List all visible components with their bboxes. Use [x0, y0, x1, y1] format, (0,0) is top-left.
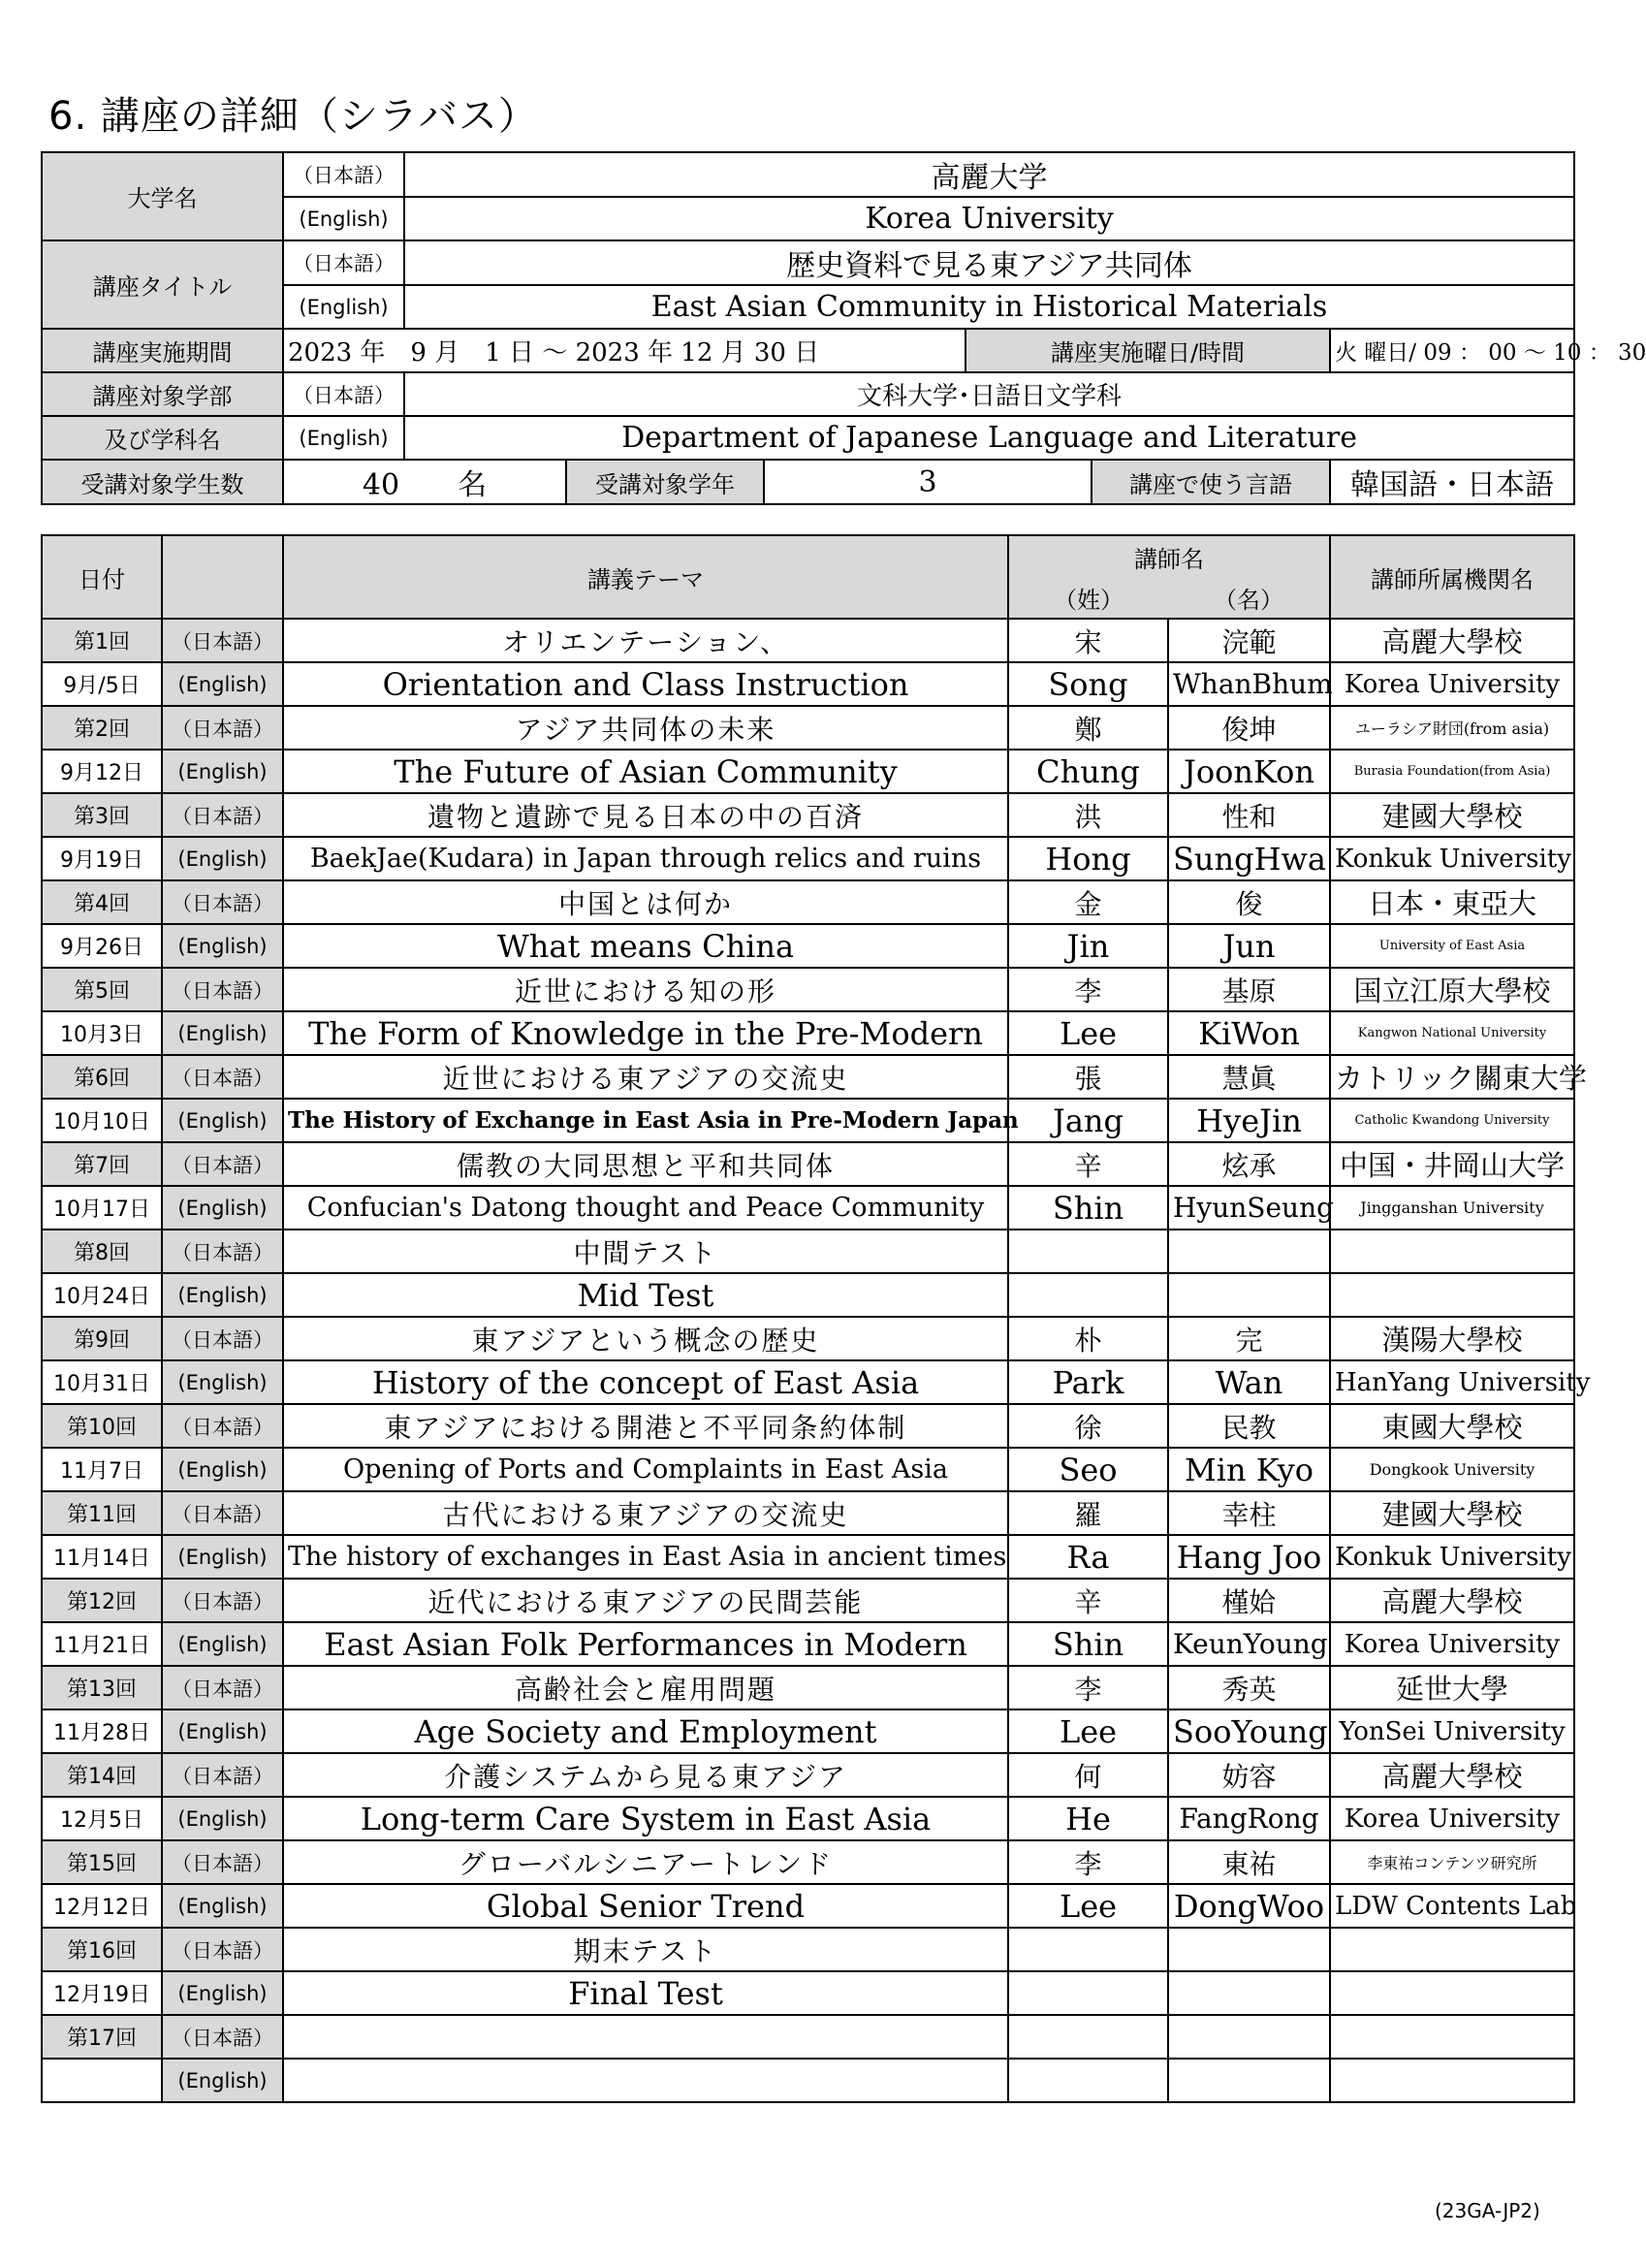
affiliation-en: Kangwon National University	[1330, 1011, 1574, 1055]
session-row-ja	[42, 1055, 1574, 1099]
lecturer-surname-en: He	[1008, 1797, 1168, 1840]
dept-ja: 文科大学･日語日文学科	[404, 372, 1574, 416]
schedule-table	[41, 534, 1591, 2103]
session-row-en	[42, 1011, 1574, 1055]
session-theme-en: The Form of Knowledge in the Pre-Modern	[283, 1011, 1008, 1055]
lecturer-given-ja: 炫承	[1168, 1142, 1330, 1186]
session-row-ja	[42, 1753, 1574, 1797]
affiliation-ja: 高麗大學校	[1330, 619, 1574, 662]
lecturer-given-ja	[1168, 1928, 1330, 1971]
session-row-ja	[42, 1404, 1574, 1448]
affiliation-ja: 李東祐コンテンツ研究所	[1330, 1840, 1574, 1884]
lang-tag-en: (English)	[283, 197, 404, 240]
lang-tag-ja: （日本語）	[162, 706, 283, 750]
session-theme-ja: 近代における東アジアの民間芸能	[283, 1579, 1008, 1622]
affiliation-ja: ユーラシア財団(from asia)	[1330, 706, 1574, 750]
affiliation-en: Korea University	[1330, 1622, 1574, 1666]
session-theme-en: Long-term Care System in East Asia	[283, 1797, 1008, 1840]
session-theme-ja: 中間テスト	[283, 1230, 1008, 1273]
affiliation-ja: 建國大學校	[1330, 793, 1574, 837]
lang-tag-en: (English)	[162, 662, 283, 706]
lecturer-given-ja: 幸柱	[1168, 1491, 1330, 1535]
affiliation-en: Dongkook University	[1330, 1448, 1574, 1491]
session-row-ja	[42, 619, 1574, 662]
affiliation-en	[1330, 1971, 1574, 2015]
session-date: 11月21日	[42, 1622, 162, 1666]
session-theme-ja: 遺物と遺跡で見る日本の中の百済	[283, 793, 1008, 837]
session-theme-ja: 介護システムから見る東アジア	[283, 1753, 1008, 1797]
session-date: 10月10日	[42, 1099, 162, 1142]
lecturer-given-ja: 浣範	[1168, 619, 1330, 662]
lecturer-surname-en: Song	[1008, 662, 1168, 706]
lecturer-given-ja	[1168, 2015, 1330, 2059]
day-time-value: 火 曜日/ 09 ： 00 ～ 10 ： 30	[1330, 329, 1574, 372]
lecturer-given-en: FangRong	[1168, 1797, 1330, 1840]
session-row-ja	[42, 1840, 1574, 1884]
students-value: 40 名	[283, 460, 566, 504]
lang-tag-ja: （日本語）	[162, 1579, 283, 1622]
lecturer-given-en: HyeJin	[1168, 1099, 1330, 1142]
session-date: 10月17日	[42, 1186, 162, 1230]
lecturer-given-en: Jun	[1168, 924, 1330, 968]
affiliation-en: HanYang University	[1330, 1360, 1574, 1404]
lang-tag-en: (English)	[162, 1273, 283, 1317]
lecturer-surname-en: Jang	[1008, 1099, 1168, 1142]
affiliation-en: Burasia Foundation(from Asia)	[1330, 750, 1574, 793]
session-date: 10月24日	[42, 1273, 162, 1317]
lecturer-surname-ja: 何	[1008, 1753, 1168, 1797]
affiliation-en: Konkuk University	[1330, 1535, 1574, 1579]
session-theme-ja: 近世における東アジアの交流史	[283, 1055, 1008, 1099]
affiliation-en	[1330, 2059, 1574, 2102]
course-title-ja: 歴史資料で見る東アジア共同体	[404, 240, 1574, 285]
header-given-name: （名）	[1168, 577, 1330, 619]
page-title: 6. 講座の詳細（シラバス）	[48, 94, 538, 139]
lecturer-surname-en: Hong	[1008, 837, 1168, 880]
lecturer-surname-ja: 宋	[1008, 619, 1168, 662]
session-number: 第11回	[42, 1491, 162, 1535]
session-theme-ja: アジア共同体の未来	[283, 706, 1008, 750]
lecturer-given-ja: 性和	[1168, 793, 1330, 837]
lecturer-given-en	[1168, 1971, 1330, 2015]
period-label: 講座実施期間	[42, 329, 283, 372]
session-row-en	[42, 1971, 1574, 2015]
period-value: 2023 年 9 月 1 日 ～ 2023 年 12 月 30 日	[283, 329, 965, 372]
session-number: 第5回	[42, 968, 162, 1011]
affiliation-ja: 東國大學校	[1330, 1404, 1574, 1448]
lecturer-surname-en: Lee	[1008, 1709, 1168, 1753]
lang-tag-ja: （日本語）	[162, 1491, 283, 1535]
session-theme-ja: 中国とは何か	[283, 880, 1008, 924]
lecturer-given-ja: 完	[1168, 1317, 1330, 1360]
session-date: 11月14日	[42, 1535, 162, 1579]
lecturer-given-ja: 基原	[1168, 968, 1330, 1011]
lang-tag-ja: （日本語）	[162, 1666, 283, 1709]
session-row-en	[42, 1360, 1574, 1404]
lecturer-surname-ja: 徐	[1008, 1404, 1168, 1448]
lecturer-surname-en: Ra	[1008, 1535, 1168, 1579]
session-date: 9月12日	[42, 750, 162, 793]
lecturer-surname-ja	[1008, 1230, 1168, 1273]
lecturer-surname-ja: 李	[1008, 968, 1168, 1011]
session-row-ja	[42, 1928, 1574, 1971]
session-number: 第13回	[42, 1666, 162, 1709]
dept-label-line1: 講座対象学部	[42, 372, 283, 416]
session-theme-en: The History of Exchange in East Asia in Pre-Modern Japan	[283, 1099, 1008, 1142]
affiliation-ja	[1330, 2015, 1574, 2059]
session-date: 9月19日	[42, 837, 162, 880]
lang-tag-en: (English)	[162, 837, 283, 880]
lang-tag-ja: （日本語）	[162, 1142, 283, 1186]
affiliation-en: Konkuk University	[1330, 837, 1574, 880]
lang-tag-ja: （日本語）	[162, 619, 283, 662]
lecturer-surname-ja: 李	[1008, 1840, 1168, 1884]
session-row-en	[42, 662, 1574, 706]
session-theme-en: Opening of Ports and Complaints in East Asia	[283, 1448, 1008, 1491]
lecturer-surname-ja	[1008, 2015, 1168, 2059]
session-theme-ja: グローバルシニアートレンド	[283, 1840, 1008, 1884]
session-theme-ja	[283, 2015, 1008, 2059]
lecturer-surname-ja: 張	[1008, 1055, 1168, 1099]
session-theme-ja: 期末テスト	[283, 1928, 1008, 1971]
session-number: 第1回	[42, 619, 162, 662]
lecturer-given-ja: 東祐	[1168, 1840, 1330, 1884]
header-affiliation: 講師所属機関名	[1330, 535, 1574, 619]
lang-tag-ja: （日本語）	[162, 1230, 283, 1273]
session-theme-en: Confucian's Datong thought and Peace Community	[283, 1186, 1008, 1230]
session-number: 第2回	[42, 706, 162, 750]
session-row-ja	[42, 1230, 1574, 1273]
lecturer-surname-en: Seo	[1008, 1448, 1168, 1491]
lang-tag-ja: （日本語）	[283, 240, 404, 285]
lecturer-surname-en: Park	[1008, 1360, 1168, 1404]
lecturer-given-ja: 秀英	[1168, 1666, 1330, 1709]
session-number: 第6回	[42, 1055, 162, 1099]
target-year-label: 受講対象学年	[566, 460, 764, 504]
session-number: 第3回	[42, 793, 162, 837]
lecturer-surname-en: Jin	[1008, 924, 1168, 968]
session-date: 10月31日	[42, 1360, 162, 1404]
lang-tag-ja: （日本語）	[162, 1055, 283, 1099]
lecturer-surname-en: Lee	[1008, 1011, 1168, 1055]
lang-tag-en: (English)	[162, 1186, 283, 1230]
lecturer-surname-en: Chung	[1008, 750, 1168, 793]
session-theme-en: Orientation and Class Instruction	[283, 662, 1008, 706]
dept-label-line2: 及び学科名	[42, 416, 283, 460]
lecturer-surname-en: Lee	[1008, 1884, 1168, 1928]
lecturer-given-en: SungHwa	[1168, 837, 1330, 880]
lang-tag-en: (English)	[162, 1622, 283, 1666]
course-language-value: 韓国語・日本語	[1330, 460, 1574, 504]
dept-en: Department of Japanese Language and Literature	[404, 416, 1574, 460]
affiliation-ja: 漢陽大學校	[1330, 1317, 1574, 1360]
lang-tag-ja: （日本語）	[283, 372, 404, 416]
target-year-value: 3	[764, 460, 1092, 504]
session-date: 11月28日	[42, 1709, 162, 1753]
affiliation-ja: 中国・井岡山大学	[1330, 1142, 1574, 1186]
lecturer-surname-en: Shin	[1008, 1622, 1168, 1666]
affiliation-ja	[1330, 1230, 1574, 1273]
session-theme-en: Mid Test	[283, 1273, 1008, 1317]
affiliation-ja: 高麗大學校	[1330, 1753, 1574, 1797]
session-date: 12月19日	[42, 1971, 162, 2015]
session-date: 11月7日	[42, 1448, 162, 1491]
students-label: 受講対象学生数	[42, 460, 283, 504]
lecturer-given-en	[1168, 2059, 1330, 2102]
session-theme-en	[283, 2059, 1008, 2102]
course-title-en: East Asian Community in Historical Materials	[404, 285, 1574, 329]
session-theme-en: BaekJae(Kudara) in Japan through relics and ruins	[283, 837, 1008, 880]
session-row-ja	[42, 2015, 1574, 2059]
session-row-en	[42, 1186, 1574, 1230]
session-theme-ja: 古代における東アジアの交流史	[283, 1491, 1008, 1535]
lang-tag-en: (English)	[162, 1360, 283, 1404]
lang-tag-en: (English)	[162, 2059, 283, 2102]
header-blank	[162, 535, 283, 619]
header-theme: 講義テーマ	[283, 535, 1008, 619]
affiliation-ja: 国立江原大學校	[1330, 968, 1574, 1011]
session-number: 第17回	[42, 2015, 162, 2059]
course-info-table	[41, 151, 1646, 505]
session-date: 12月12日	[42, 1884, 162, 1928]
affiliation-en	[1330, 1273, 1574, 1317]
lang-tag-en: (English)	[162, 1884, 283, 1928]
lecturer-given-en: KiWon	[1168, 1011, 1330, 1055]
affiliation-en: Catholic Kwandong University	[1330, 1099, 1574, 1142]
session-theme-en: The history of exchanges in East Asia in ancient times	[283, 1535, 1008, 1579]
lecturer-given-en: JoonKon	[1168, 750, 1330, 793]
lecturer-surname-en	[1008, 2059, 1168, 2102]
session-number: 第10回	[42, 1404, 162, 1448]
lang-tag-en: (English)	[162, 1099, 283, 1142]
session-theme-ja: オリエンテーション、	[283, 619, 1008, 662]
lang-tag-ja: （日本語）	[162, 1404, 283, 1448]
lecturer-given-ja: 俊	[1168, 880, 1330, 924]
session-theme-en: The Future of Asian Community	[283, 750, 1008, 793]
affiliation-en: University of East Asia	[1330, 924, 1574, 968]
session-date: 9月/5日	[42, 662, 162, 706]
lang-tag-en: (English)	[162, 1448, 283, 1491]
session-number: 第8回	[42, 1230, 162, 1273]
affiliation-ja	[1330, 1928, 1574, 1971]
affiliation-en: Jingganshan University	[1330, 1186, 1574, 1230]
lecturer-given-en	[1168, 1273, 1330, 1317]
univ-name-ja: 高麗大学	[404, 152, 1574, 197]
session-theme-ja: 東アジアにおける開港と不平同条約体制	[283, 1404, 1008, 1448]
header-date: 日付	[42, 535, 162, 619]
lang-tag-en: (English)	[162, 1797, 283, 1840]
lecturer-given-en: DongWoo	[1168, 1884, 1330, 1928]
session-number: 第4回	[42, 880, 162, 924]
session-row-ja	[42, 880, 1574, 924]
lang-tag-en: (English)	[162, 1709, 283, 1753]
document-code: (23GA-JP2)	[1435, 2199, 1540, 2222]
lecturer-given-en: Hang Joo	[1168, 1535, 1330, 1579]
session-number: 第14回	[42, 1753, 162, 1797]
session-row-ja	[42, 1579, 1574, 1622]
session-row-ja	[42, 1317, 1574, 1360]
affiliation-ja: カトリック關東大学	[1330, 1055, 1574, 1099]
session-row-en	[42, 1535, 1574, 1579]
lang-tag-ja: （日本語）	[283, 152, 404, 197]
affiliation-en: Korea University	[1330, 662, 1574, 706]
lecturer-given-en: Wan	[1168, 1360, 1330, 1404]
lang-tag-ja: （日本語）	[162, 1840, 283, 1884]
lang-tag-en: (English)	[162, 1535, 283, 1579]
lang-tag-en: (English)	[162, 750, 283, 793]
session-row-en	[42, 2059, 1574, 2102]
lang-tag-ja: （日本語）	[162, 2015, 283, 2059]
header-lecturer: 講師名	[1008, 535, 1330, 577]
lecturer-given-en: SooYoung	[1168, 1709, 1330, 1753]
session-row-en	[42, 750, 1574, 793]
session-theme-ja: 高齢社会と雇用問題	[283, 1666, 1008, 1709]
lang-tag-ja: （日本語）	[162, 1928, 283, 1971]
session-theme-ja: 儒教の大同思想と平和共同体	[283, 1142, 1008, 1186]
lecturer-surname-ja: 金	[1008, 880, 1168, 924]
session-row-en	[42, 1448, 1574, 1491]
lang-tag-ja: （日本語）	[162, 968, 283, 1011]
affiliation-en: YonSei University	[1330, 1709, 1574, 1753]
day-time-label: 講座実施曜日/時間	[965, 329, 1330, 372]
lecturer-surname-ja: 羅	[1008, 1491, 1168, 1535]
lecturer-given-en: HyunSeung	[1168, 1186, 1330, 1230]
session-row-ja	[42, 1142, 1574, 1186]
lang-tag-en: (English)	[283, 285, 404, 329]
lang-tag-en: (English)	[162, 1971, 283, 2015]
lecturer-given-en: KeunYoung	[1168, 1622, 1330, 1666]
session-date: 10月3日	[42, 1011, 162, 1055]
affiliation-ja: 延世大學	[1330, 1666, 1574, 1709]
lecturer-surname-ja	[1008, 1928, 1168, 1971]
session-row-ja	[42, 1666, 1574, 1709]
session-date	[42, 2059, 162, 2102]
session-number: 第15回	[42, 1840, 162, 1884]
session-row-ja	[42, 793, 1574, 837]
lecturer-surname-en	[1008, 1971, 1168, 2015]
session-number: 第7回	[42, 1142, 162, 1186]
lecturer-surname-ja: 洪	[1008, 793, 1168, 837]
lecturer-given-ja: 妨容	[1168, 1753, 1330, 1797]
session-number: 第9回	[42, 1317, 162, 1360]
session-row-en	[42, 1622, 1574, 1666]
affiliation-ja: 建國大學校	[1330, 1491, 1574, 1535]
session-row-en	[42, 924, 1574, 968]
header-surname: （姓）	[1008, 577, 1168, 619]
lecturer-surname-ja: 鄭	[1008, 706, 1168, 750]
session-theme-en: Final Test	[283, 1971, 1008, 2015]
lang-tag-en: (English)	[162, 1011, 283, 1055]
session-date: 9月26日	[42, 924, 162, 968]
session-theme-en: History of the concept of East Asia	[283, 1360, 1008, 1404]
session-row-ja	[42, 968, 1574, 1011]
lecturer-given-ja: 民教	[1168, 1404, 1330, 1448]
affiliation-ja: 高麗大學校	[1330, 1579, 1574, 1622]
lecturer-surname-ja: 李	[1008, 1666, 1168, 1709]
lang-tag-ja: （日本語）	[162, 1753, 283, 1797]
lecturer-given-ja: 慧眞	[1168, 1055, 1330, 1099]
session-row-en	[42, 1797, 1574, 1840]
lecturer-surname-ja: 辛	[1008, 1142, 1168, 1186]
course-title-label: 講座タイトル	[42, 240, 283, 329]
affiliation-en: LDW Contents Lab	[1330, 1884, 1574, 1928]
session-row-ja	[42, 1491, 1574, 1535]
lang-tag-en: (English)	[162, 924, 283, 968]
affiliation-ja: 日本・東亞大	[1330, 880, 1574, 924]
session-date: 12月5日	[42, 1797, 162, 1840]
lang-tag-en: (English)	[283, 416, 404, 460]
session-theme-en: East Asian Folk Performances in Modern	[283, 1622, 1008, 1666]
session-theme-en: Global Senior Trend	[283, 1884, 1008, 1928]
lecturer-surname-ja: 朴	[1008, 1317, 1168, 1360]
lang-tag-ja: （日本語）	[162, 1317, 283, 1360]
session-row-en	[42, 1709, 1574, 1753]
lang-tag-ja: （日本語）	[162, 793, 283, 837]
session-row-en	[42, 1099, 1574, 1142]
lecturer-given-ja	[1168, 1230, 1330, 1273]
univ-label: 大学名	[42, 152, 283, 240]
session-theme-ja: 東アジアという概念の歴史	[283, 1317, 1008, 1360]
affiliation-en: Korea University	[1330, 1797, 1574, 1840]
lecturer-given-ja: 槿姶	[1168, 1579, 1330, 1622]
course-language-label: 講座で使う言語	[1092, 460, 1330, 504]
session-number: 第12回	[42, 1579, 162, 1622]
session-row-en	[42, 837, 1574, 880]
lecturer-surname-en	[1008, 1273, 1168, 1317]
session-row-en	[42, 1884, 1574, 1928]
session-row-ja	[42, 706, 1574, 750]
session-row-en	[42, 1273, 1574, 1317]
session-theme-en: Age Society and Employment	[283, 1709, 1008, 1753]
lecturer-given-en: Min Kyo	[1168, 1448, 1330, 1491]
lecturer-surname-ja: 辛	[1008, 1579, 1168, 1622]
lecturer-given-ja: 俊坤	[1168, 706, 1330, 750]
session-theme-ja: 近世における知の形	[283, 968, 1008, 1011]
univ-name-en: Korea University	[404, 197, 1574, 240]
lecturer-surname-en: Shin	[1008, 1186, 1168, 1230]
lecturer-given-en: WhanBhum	[1168, 662, 1330, 706]
session-number: 第16回	[42, 1928, 162, 1971]
session-theme-en: What means China	[283, 924, 1008, 968]
lang-tag-ja: （日本語）	[162, 880, 283, 924]
